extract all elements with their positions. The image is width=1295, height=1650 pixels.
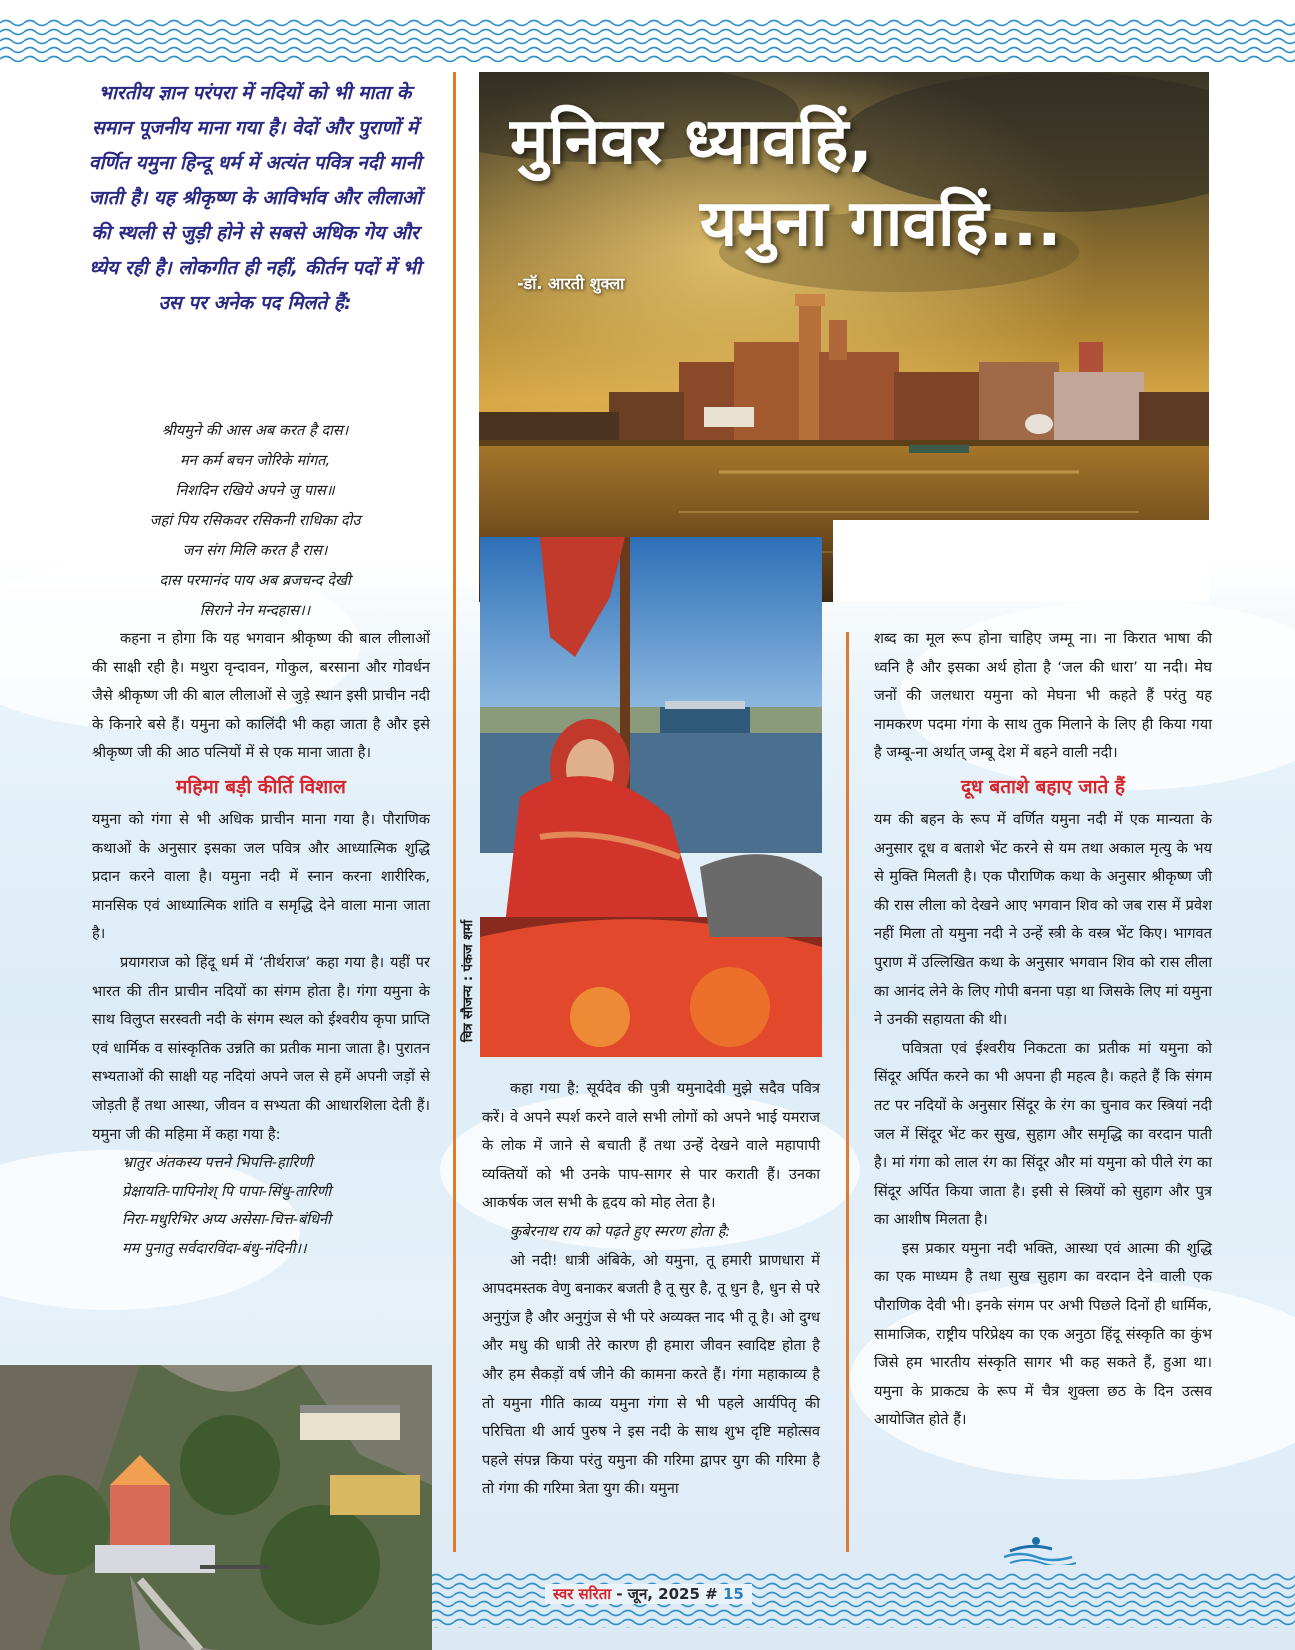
poem-line: मन कर्म बचन जोरिके मांगत,: [179, 452, 331, 469]
body-paragraph: कहना न होगा कि यह भगवान श्रीकृष्ण की बाल लीलाओं की साक्षी रही है। मथुरा वृन्दावन, गोकुल, बरसाना और गोवर्धन जैसे श्रीकृष्ण जी की बाल लीलाओं से जुड़े स्थान इसी प्राचीन नदी के किनारे बसे हैं। यमुना को कालिंदी भी कहा जाता है और इसे श्रीकृष्ण जी की आठ पत्नियों में से एक माना जाता है।: [92, 630, 430, 762]
poem-line: सिराने नेन मन्दहास।।: [199, 602, 311, 619]
photo-gutter: [833, 520, 1209, 602]
poem-line: दास परमानंद पाय अब ब्रजचन्द देखी: [159, 572, 351, 589]
body-paragraph: इस प्रकार यमुना नदी भक्ति, आस्था एवं आत्मा की शुद्धि का एक माध्यम है तथा सुख सुहाग का वरदान देने वाली एक पौराणिक देवी भी। इनके संगम पर अभी पिछले दिनों ही धार्मिक, सामाजिक, राष्ट्रीय परिप्रेक्ष्य का एक अनुठा हिंदू संस्कृति का कुंभ जिसे हम भारतीय संस्कृति सागर भी कह सकते हैं, हुआ था। यमुना के प्राकट्य के रूप में चैत्र शुक्ला छठ के दिन उत्सव आयोजित होते हैं।: [874, 1239, 1212, 1429]
page-number: 15: [722, 1585, 744, 1603]
page-footer: [545, 1584, 752, 1604]
photo-yamunotri-temple: [0, 1365, 432, 1650]
photo-credit: [452, 906, 482, 1056]
body-paragraph: कुबेरनाथ राय को पढ़ते हुए स्मरण होता है:: [510, 1222, 731, 1240]
article-title-line2: यमुना गावहिं...: [700, 187, 1062, 261]
intro-text: भारतीय ज्ञान परंपरा में नदियों को भी माता के समान पूजनीय माना गया है। वेदों और पुराणों में वर्णित यमुना हिन्दू धर्म में अत्यंत पवित्र नदी मानी जाती है। यह श्रीकृष्ण के आविर्भाव और लीलाओं की स्थली से जुड़ी होने से सबसे अधिक गेय और ध्येय रही है। लोकगीत ही नहीं, कीर्तन पदों में भी उस पर अनेक पद मिलते हैं:: [88, 82, 422, 314]
magazine-name: स्वर सरिता: [553, 1585, 612, 1603]
body-paragraph: यम की बहन के रूप में वर्णित यमुना नदी में एक मान्यता के अनुसार दूध व बताशे भेंट करने से यम तथा अकाल मृत्यु के भय से मुक्ति मिलती है। एक पौराणिक कथा के अनुसार श्रीकृष्ण जी की रास लीला को देखने आए भगवान शिव को जब रास में प्रवेश नहीं मिला तो यमुना नदी ने उन्हें स्त्री के वस्त्र भेंट किए। भागवत पुराण में उल्लिखित कथा के अनुसार भगवान शिव को रास लीला का आनंद लेने के लिए गोपी बनना पड़ा था जिसके लिए मां यमुना ने उनकी सहायता की थी।: [874, 810, 1212, 1029]
poem-line: निशदिन रखिये अपने जु पास॥: [175, 482, 335, 499]
photo-woman-on-boat: [480, 537, 822, 1057]
top-wave-border: [0, 18, 1295, 62]
verse-line: मम पुनातु सर्वदारविंदा-बंधु-नंदिनी।।: [122, 1239, 307, 1257]
photo-credit-text: चित्र सौजन्य : पंकज शर्मा: [461, 919, 476, 1043]
issue-date: - जून, 2025 #: [611, 1585, 723, 1603]
end-mark-icon: [1000, 1535, 1080, 1565]
verse-line: निरा-मधुरिभिर अप्य असेसा-चित्त-बंधिनी: [122, 1211, 331, 1229]
body-paragraph: ओ नदी! धात्री अंबिके, ओ यमुना, तू हमारी प्राणधारा में आपदमस्तक वेणु बनाकर बजती है तू सुर है, तू धुन है, धुन से परे अनुगुंज है और अनुगुंज से भी परे अव्यक्त नाद भी तू है। ओ दुग्ध और मधु की धात्री तेरे कारण ही हमारा जीवन स्वादिष्ट होता है और हम सैकड़ों वर्ष जीने की कामना करते हैं। गंगा महाकाव्य है तो यमुना गीति काव्य यमुना गंगा से भी पहले आर्यपितृ की परिचिता थी आर्य पुरुष ने इस नदी के साथ शुभ दृष्टि महोत्सव पहले संपन्न किया परंतु यमुना की गरिमा द्वापर युग की गरिमा है तो गंगा की गरिमा त्रेता युग की। यमुना: [482, 1251, 820, 1498]
verse-line: भ्रातुर अंतकस्य पत्तने भिपत्ति-हारिणी: [122, 1154, 313, 1172]
body-paragraph: कहा गया है: सूर्यदेव की पुत्री यमुनादेवी मुझे सदैव पवित्र करें। वे अपने स्पर्श करने वाले सभी लोगों को अपने भाई यमराज के लोक में जाने से बचाती हैं तथा उन्हें देखने वाले महापापी व्यक्तियों को भी उनके पाप-सागर से पार कराती हैं। उनका आकर्षक जल सभी के हृदय को मोह लेता है।: [482, 1080, 820, 1212]
right-column: [874, 625, 1212, 1435]
article-title-line1: मुनिवर ध्यावहिं,: [510, 105, 873, 179]
column-divider: [846, 632, 849, 1552]
poem-line: श्रीयमुने की आस अब करत है दास।: [161, 422, 349, 439]
section-heading: दूध बताशे बहाए जाते हैं: [960, 775, 1126, 798]
sanskrit-verse: [92, 1149, 430, 1263]
body-paragraph: पवित्रता एवं ईश्वरीय निकटता का प्रतीक मां यमुना को सिंदूर अर्पित करने का भी अपना ही महत्व है। कहते हैं कि संगम तट पर नदियों के अनुसार सिंदूर के रंग का चुनाव कर स्त्रियां नदी जल में सिंदूर भेंट कर सुख, सुहाग और समृद्धि का वरदान पाती है। मां गंगा को लाल रंग का सिंदूर और मां यमुना को पीले रंग का सिंदूर अर्पित किया जाता है। इसी से स्त्रियों को सुहाग और पुत्र का आशीष मिलता है।: [874, 1039, 1212, 1229]
author-byline: -डॉ. आरती शुक्ला: [517, 274, 625, 293]
verse-line: प्रेक्षायति-पापिनोश् पि पापा-सिंधु-तारिणी: [122, 1182, 332, 1200]
body-paragraph: शब्द का मूल रूप होना चाहिए जम्मू ना। ना किरात भाषा की ध्वनि है और इसका अर्थ होता है ‘जल की धारा’ या नदी। मेघ जनों की जलधारा यमुना को मेघना भी कहते हैं परंतु यह नामकरण पदमा गंगा के साथ तुक मिलाने के लिए ही किया गया है जम्बू-ना अर्थात् जम्बू देश में बहने वाली नदी।: [874, 630, 1212, 762]
column-divider: [453, 72, 456, 1552]
body-paragraph: यमुना को गंगा से भी अधिक प्राचीन माना गया है। पौराणिक कथाओं के अनुसार इसका जल पवित्र और आध्यात्मिक शुद्धि प्रदान करने वाला है। यमुना नदी में स्नान करना शारीरिक, मानसिक एवं आध्यात्मिक शांति व समृद्धि देने वाला माना जाता है।: [92, 810, 430, 943]
body-paragraph: प्रयागराज को हिंदू धर्म में ‘तीर्थराज’ कहा गया है। यहीं पर भारत की तीन प्राचीन नदियों का संगम होता है। गंगा यमुना के साथ विलुप्त सरस्वती नदी के संगम स्थल को ईश्वरीय कृपा प्राप्ति एवं धार्मिक व सांस्कृतिक उन्नति का प्रतीक माना जाता है। पुरातन सभ्यताओं की साक्षी यह नदियां अपने जल से हमें अपनी जड़ों से जोड़ती हैं तथा आस्था, जीवन व सभ्यता की आधारशिला देती हैं। यमुना जी की महिमा में कहा गया है:: [92, 953, 430, 1143]
poem-line: जहां पिय रसिकवर रसिकनी राधिका दोउ: [149, 512, 361, 529]
poem-line: जन संग मिलि करत है रास।: [182, 542, 328, 559]
middle-column: [482, 1075, 820, 1504]
section-heading: महिमा बड़ी कीर्ति विशाल: [176, 775, 346, 798]
poem: [70, 416, 440, 626]
left-column: [92, 625, 430, 1263]
